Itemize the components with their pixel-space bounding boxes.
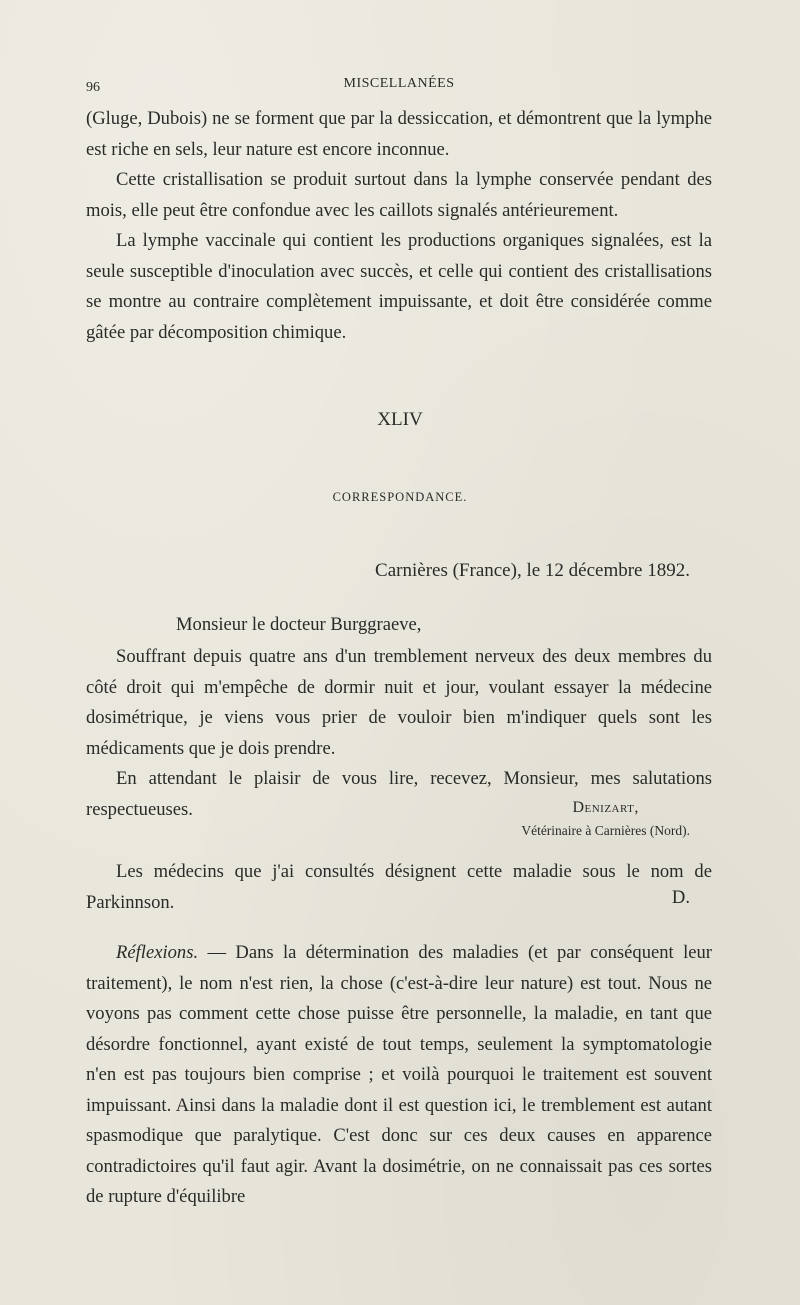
letter-paragraph-request: Souffrant depuis quatre ans d'un tremblement nerveux des deux membres du côté droit qui m'empêche de dormir nuit et jour, voulant essayer la médecine dosimétrique, je viens vous prier de vouloir bien m'indiquer quels sont les médicaments que je dois prendre. xyxy=(86,646,712,759)
signer-title: Vétérinaire à Carnières (Nord). xyxy=(521,823,690,838)
reflexions-paragraph xyxy=(86,938,712,1213)
letter-paragraph-closing: En attendant le plaisir de vous lire, recevez, Monsieur, mes salutations respectueuses. xyxy=(86,768,712,820)
section-number: XLIV xyxy=(377,409,423,430)
section-title: CORRESPONDANCE. xyxy=(332,490,468,504)
running-title: MISCELLANÉES xyxy=(343,76,455,91)
letter-dateline: Carnières (France), le 12 décembre 1892. xyxy=(375,560,690,581)
reflexions-lead-in: Réflexions. xyxy=(116,942,199,963)
signature-block xyxy=(521,796,690,842)
running-head xyxy=(86,76,712,98)
note-text: Les médecins que j'ai consultés désignent cette maladie sous le nom de Parkinnson. xyxy=(86,861,712,913)
page-number: 96 xyxy=(86,80,100,95)
signer-name: Denizart, xyxy=(572,799,639,816)
note-initial: D. xyxy=(671,887,690,908)
reflexions-block xyxy=(86,938,712,1213)
top-text-block xyxy=(86,104,712,348)
paragraph-cristallisation: Cette cristallisation se produit surtout dans la lymphe conservée pendant des mois, elle peut être confondue avec les caillots signalés antérieurement. xyxy=(86,169,712,221)
paragraph-lymphe-vaccinale: La lymphe vaccinale qui contient les productions organiques signalées, est la seule susceptible d'inoculation avec succès, et celle qui contient des cristallisations se montre au contraire complètement impuissante, et doit être considérée comme gâtée par décomposition chimique. xyxy=(86,230,712,343)
letter-note xyxy=(86,857,712,918)
letter-salutation: Monsieur le docteur Burggraeve, xyxy=(176,614,422,635)
paragraph-continued: (Gluge, Dubois) ne se forment que par la dessiccation, et démontrent que la lymphe est riche en sels, leur nature est encore inconnue. xyxy=(86,108,712,160)
reflexions-text: — Dans la détermination des maladies (et par conséquent leur traitement), le nom n'est rien, la chose (c'est-à-dire leur nature) est tout. Nous ne voyons pas comment cette chose puisse être personnelle, la maladie, en tant que désordre fonctionnel, ayant existé de tout temps, seulement la symptomatologie n'en est pas toujours bien comprise ; et voilà pourquoi le traitement est souvent impuissant. Ainsi dans la maladie dont il est question ici, le tremblement est autant spasmodique que paralytique. C'est donc sur ces deux causes en apparence contradictoires qu'il faut agir. Avant la dosimétrie, on ne connaissait pas ces sortes de rupture d'équilibre xyxy=(86,942,712,1207)
